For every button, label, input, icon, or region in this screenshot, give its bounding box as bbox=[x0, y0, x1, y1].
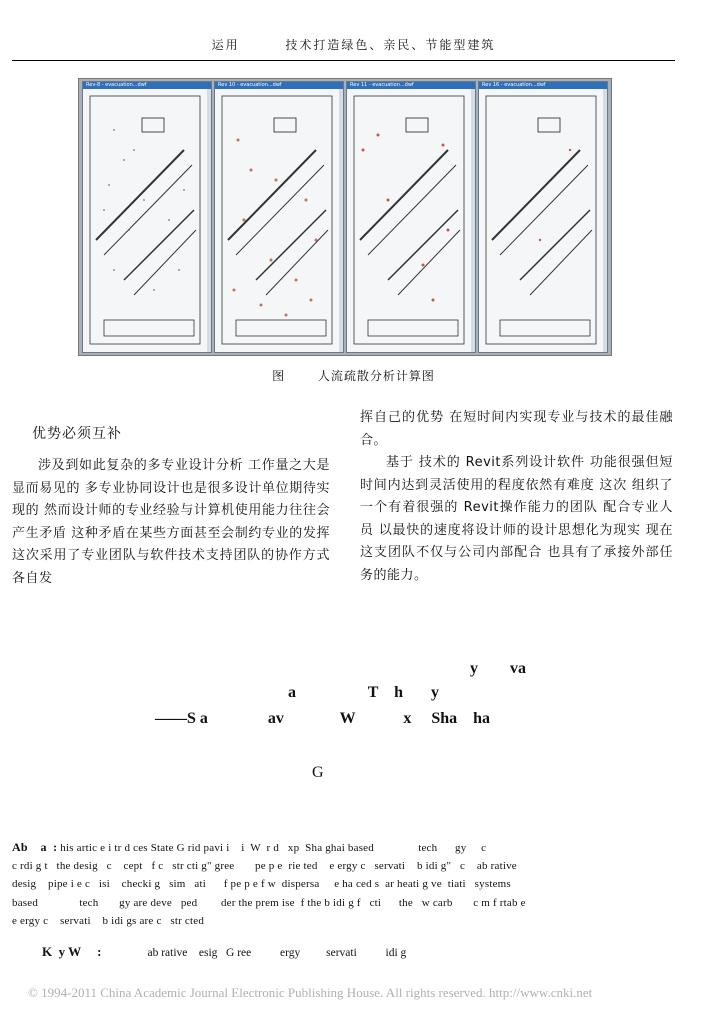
paragraph: 涉及到如此复杂的多专业设计分析 工作量之大是显而易见的 多专业协同设计也是很多设计单位期待实现的 然而设计师的专业经验与计算机使用能力往往会产生矛盾 这种矛盾在某些方面甚至会制约专业的发挥 这次采用了专业团队与软件技术支持团队的协作方式 各自发 bbox=[12, 458, 330, 586]
english-author: G bbox=[312, 764, 324, 781]
left-column bbox=[12, 455, 330, 590]
figure-panel bbox=[214, 81, 344, 353]
panel-title: Rev-8 - evacuation...dwf bbox=[83, 82, 211, 89]
figure-panel bbox=[346, 81, 476, 353]
english-title-line: y va bbox=[470, 660, 526, 677]
abstract-line: his artic e i tr d ces State G rid pavi i i W r d xp Sha ghai based tech gy c bbox=[57, 842, 487, 854]
evacuation-figure bbox=[78, 78, 612, 356]
panel-title: Rev 11 - evacuation...dwf bbox=[347, 82, 475, 89]
header-rule bbox=[12, 60, 675, 61]
english-abstract bbox=[12, 838, 677, 930]
floor-plan bbox=[216, 90, 338, 350]
abstract-line: based tech gy are deve ped der the prem ise f the b idi g f cti the w carb c m f rtab e bbox=[12, 896, 526, 909]
panel-title: Rev 16 - evacuation...dwf bbox=[479, 82, 607, 89]
floor-plan bbox=[348, 90, 470, 350]
figure-label: 图 bbox=[272, 369, 286, 383]
panel-title: Rev 10 - evacuation...dwf bbox=[215, 82, 343, 89]
keywords-label: K y W : bbox=[42, 944, 102, 959]
copyright-footer: © 1994-2011 China Academic Journal Electronic Publishing House. All rights reserved. http://www.cnki.net bbox=[28, 985, 593, 1000]
abstract-line: c rdi g t the desig c cept f c str cti g" gree pe p e rie ted e ergy c servati b idi g" c ab rative bbox=[12, 860, 517, 873]
floor-plan bbox=[84, 90, 206, 350]
paragraph: 挥自己的优势 在短时间内实现专业与技术的最佳融合。 bbox=[360, 410, 673, 448]
header-title: 技术打造绿色、亲民、节能型建筑 bbox=[285, 38, 496, 52]
figure-caption-text: 人流疏散分析计算图 bbox=[317, 369, 435, 383]
panel-scrollbar bbox=[603, 89, 607, 352]
running-header bbox=[0, 36, 707, 53]
paragraph: 基于 技术的 Revit系列设计软件 功能很强但短时间内达到灵活使用的程度依然有难度 这次 组织了一个有着很强的 Revit操作能力的团队 配合专业人员 以最快的速度将设计师的设计思想化为现实 现在这支团队不仅与公司内部配合 也具有了承接外部任务的能力。 bbox=[360, 455, 673, 583]
abstract-line: desig pipe i e c isi checki g sim ati f pe p e f w dispersa e ha ced s ar heati g ve tiati systems bbox=[12, 878, 511, 891]
right-column bbox=[360, 407, 673, 587]
abstract-line: e ergy c servati b idi gs are c str cted bbox=[12, 914, 205, 927]
abstract-label: Ab a : bbox=[12, 840, 58, 854]
panel-scrollbar bbox=[471, 89, 475, 352]
floor-plan bbox=[480, 90, 602, 350]
keywords-text: ab rative esig G ree ergy servati idi g bbox=[101, 947, 407, 959]
header-section: 运用 bbox=[211, 38, 240, 52]
keywords bbox=[42, 944, 406, 960]
figure-panel bbox=[478, 81, 608, 353]
section-title: 优势必须互补 bbox=[32, 426, 122, 442]
english-title-line: ——S a av W x Sha ha bbox=[155, 710, 491, 727]
panel-scrollbar bbox=[339, 89, 343, 352]
figure-caption bbox=[0, 367, 707, 384]
english-title-line: a T h y bbox=[288, 684, 439, 701]
panel-scrollbar bbox=[207, 89, 211, 352]
figure-panel bbox=[82, 81, 212, 353]
